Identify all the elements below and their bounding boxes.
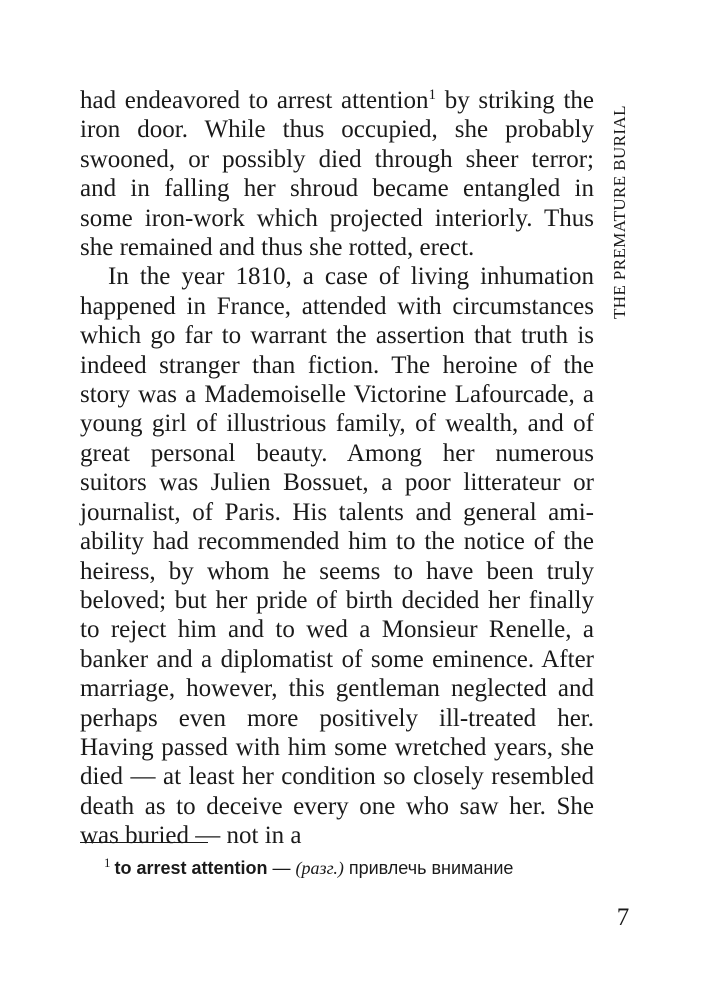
paragraph-1-text-a: had endeavored to arrest attention <box>80 87 429 114</box>
footnote-dash: — <box>267 858 296 878</box>
footnote-divider <box>80 842 208 843</box>
page-number: 7 <box>616 904 630 931</box>
body-text <box>80 86 594 851</box>
running-head: THE PREMATURE BURIAL <box>610 105 629 319</box>
footnote-translation: привлечь внимание <box>343 858 514 878</box>
footnote-reference: 1 <box>428 87 436 103</box>
paragraph-2: In the year 1810, a case of living inhumation happened in France, attended with circumstances which go far to warrant the assertion that truth is indeed stranger than fiction. The heroine of the story was a Mademoiselle Victorine Lafourcade, a young girl of illustrious family, of wealth, and of great personal beauty. Among her numerous suitors was Julien Bossuet, a poor litterateur or journalist, of Paris. His talents and general amiability had recommended him to the notice of the heiress, by whom he seems to have been truly beloved; but her pride of birth decided her finally to reject him and to wed a Monsieur Renelle, a banker and a diplomatist of some eminence. After marriage, however, this gentleman neglected and perhaps even more positively ill-treated her. Having passed with him some wretched years, she died — at least her condition so closely resembled death as to deceive every one who saw her. She was buried — not in a <box>80 263 594 850</box>
footnote-term: to arrest attention <box>114 858 268 878</box>
footnote-abbreviation: (разг.) <box>295 858 344 878</box>
paragraph-1 <box>80 86 594 262</box>
paragraph-1-text-b: by striking the iron door. While thus occupied, she probably swooned, or possibly died through sheer terror; and in falling her shroud became entangled in some iron-work which projected interiorly. Thus she remained and thus she rotted, erect. <box>80 87 594 262</box>
footnote-number: 1 <box>104 855 111 870</box>
footnote <box>104 856 584 880</box>
